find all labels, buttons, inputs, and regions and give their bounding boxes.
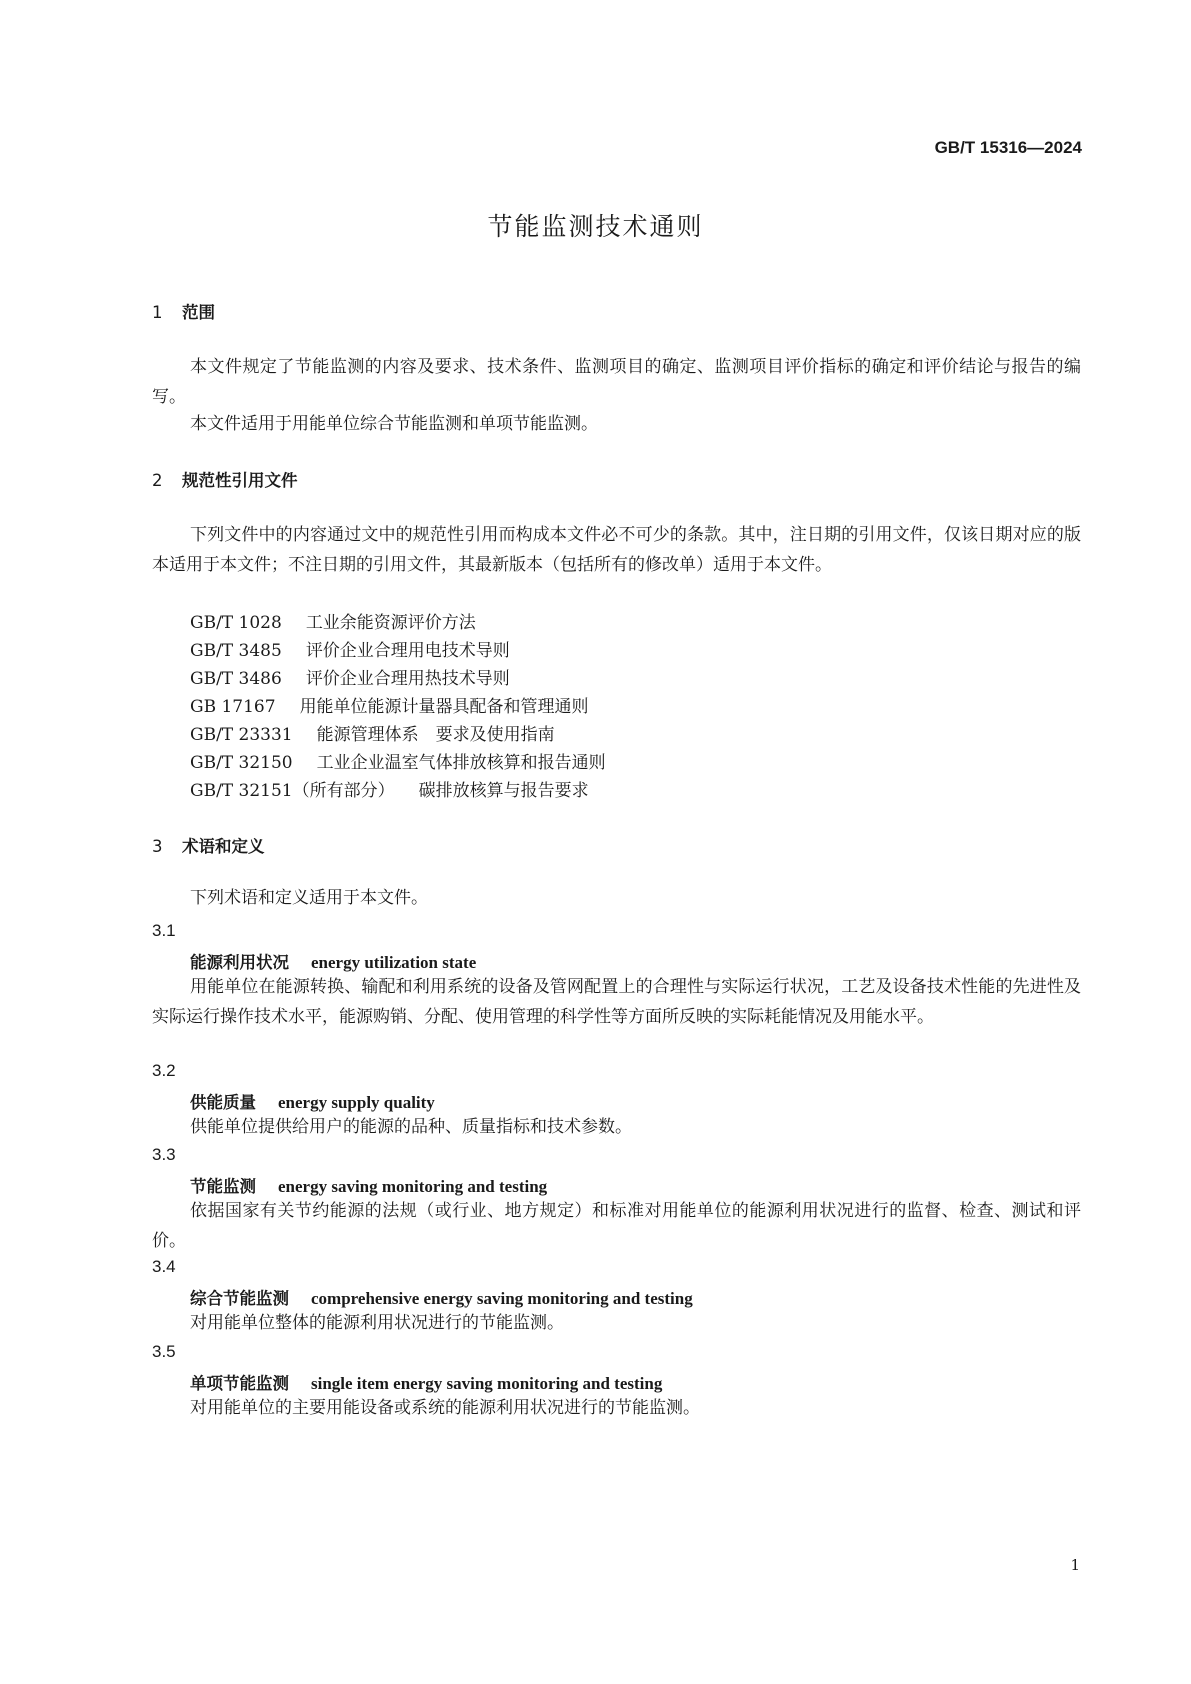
term-en: energy saving monitoring and testing (278, 1177, 548, 1196)
reference-item (190, 664, 510, 689)
term-zh: 供能质量 (190, 1093, 256, 1112)
term-heading (190, 1089, 435, 1113)
term-number: 3.3 (152, 1145, 176, 1164)
reference-code: GB/T 3485 (190, 641, 282, 661)
scope-paragraph-2: 本文件适用于用能单位综合节能监测和单项节能监测。 (190, 414, 598, 434)
reference-item (190, 776, 589, 801)
term-heading (190, 1285, 693, 1309)
reference-title: 工业余能资源评价方法 (305, 613, 476, 633)
page-number: 1 (1070, 1556, 1080, 1574)
term-number: 3.5 (152, 1342, 176, 1361)
terms-intro: 下列术语和定义适用于本文件。 (190, 888, 428, 908)
reference-title: 碳排放核算与报告要求 (418, 781, 589, 801)
term-zh: 单项节能监测 (190, 1374, 289, 1393)
reference-title: 评价企业合理用电技术导则 (305, 641, 510, 661)
section-number: 2 (152, 471, 163, 490)
term-definition: 依据国家有关节约能源的法规（或行业、地方规定）和标准对用能单位的能源利用状况进行的监督、检查、测试和评价。 (152, 1201, 1081, 1251)
section-1-heading (152, 299, 215, 323)
section-title: 术语和定义 (182, 837, 265, 856)
term-number: 3.4 (152, 1257, 176, 1276)
reference-code: GB 17167 (190, 697, 276, 717)
scope-paragraph-1: 本文件规定了节能监测的内容及要求、技术条件、监测项目的确定、监测项目评价指标的确定和评价结论与报告的编写。 (152, 357, 1081, 407)
reference-item (190, 748, 606, 773)
term-definition: 对用能单位整体的能源利用状况进行的节能监测。 (190, 1313, 564, 1333)
term-heading (190, 1370, 662, 1394)
section-3-heading (152, 833, 265, 857)
term-en: comprehensive energy saving monitoring and testing (311, 1289, 693, 1308)
reference-title: 用能单位能源计量器具配备和管理通则 (299, 697, 589, 717)
term-definition: 用能单位在能源转换、输配和利用系统的设备及管网配置上的合理性与实际运行状况，工艺及设备技术性能的先进性及实际运行操作技术水平，能源购销、分配、使用管理的科学性等方面所反映的实际耗能情况及用能水平。 (152, 977, 1081, 1027)
section-title: 规范性引用文件 (182, 471, 298, 490)
reference-item (190, 636, 510, 661)
reference-code: GB/T 23331 (190, 725, 293, 745)
reference-code: GB/T 3486 (190, 669, 282, 689)
reference-item (190, 720, 555, 745)
term-en: energy utilization state (311, 953, 477, 972)
section-2-heading (152, 467, 298, 491)
term-en: single item energy saving monitoring and testing (311, 1374, 663, 1393)
term-zh: 综合节能监测 (190, 1289, 289, 1308)
reference-title: 能源管理体系 要求及使用指南 (316, 725, 555, 745)
term-number: 3.1 (152, 921, 176, 940)
term-zh: 能源利用状况 (190, 953, 289, 972)
section-title: 范围 (182, 303, 215, 322)
reference-title: 评价企业合理用热技术导则 (305, 669, 510, 689)
references-intro: 下列文件中的内容通过文中的规范性引用而构成本文件必不可少的条款。其中，注日期的引用文件，仅该日期对应的版本适用于本文件；不注日期的引用文件，其最新版本（包括所有的修改单）适用于本文件。 (152, 525, 1081, 575)
term-number: 3.2 (152, 1061, 176, 1080)
section-number: 3 (152, 837, 163, 856)
term-definition: 对用能单位的主要用能设备或系统的能源利用状况进行的节能监测。 (190, 1398, 700, 1418)
term-heading (190, 949, 476, 973)
term-zh: 节能监测 (190, 1177, 256, 1196)
document-title: 节能监测技术通则 (487, 212, 704, 241)
reference-item (190, 608, 476, 633)
reference-title: 工业企业温室气体排放核算和报告通则 (316, 753, 606, 773)
term-heading (190, 1173, 547, 1197)
reference-item (190, 692, 589, 717)
term-definition: 供能单位提供给用户的能源的品种、质量指标和技术参数。 (190, 1117, 632, 1137)
section-number: 1 (152, 303, 163, 322)
reference-code: GB/T 32150 (190, 753, 293, 773)
term-en: energy supply quality (278, 1093, 435, 1112)
reference-code: GB/T 1028 (190, 613, 282, 633)
reference-code: GB/T 32151（所有部分） (190, 781, 395, 801)
standard-code: GB/T 15316—2024 (934, 138, 1082, 157)
